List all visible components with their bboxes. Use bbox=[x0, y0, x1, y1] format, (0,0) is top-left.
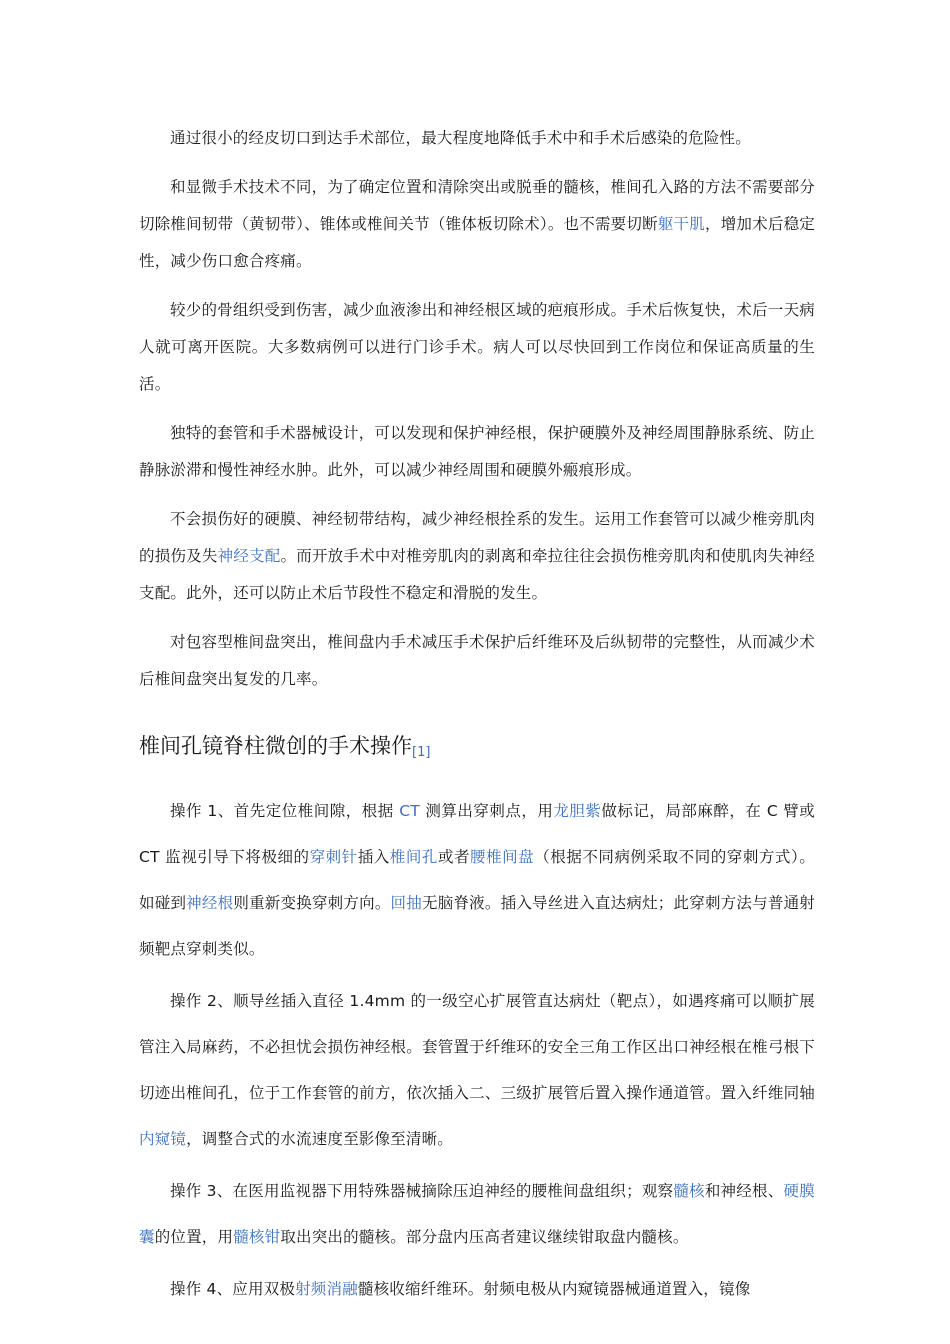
benefits-list bbox=[139, 120, 815, 698]
step-paragraph-3 bbox=[139, 1168, 815, 1260]
term-link[interactable]: 髓核 bbox=[673, 1182, 705, 1200]
paragraph-text: ，调整合式的水流速度至影像至清晰。 bbox=[186, 1130, 454, 1148]
paragraph-5 bbox=[139, 501, 815, 612]
term-link[interactable]: 射频消融 bbox=[295, 1280, 358, 1298]
section-heading bbox=[139, 726, 815, 770]
paragraph-text: 做标记，局部麻醉，在 C 臂或 CT 监视引导下将极细的 bbox=[139, 802, 815, 866]
term-link[interactable]: 神经支配 bbox=[217, 547, 281, 565]
paragraph-text: 取出突出的髓核。部分盘内压高者建议继续钳取盘内髓核。 bbox=[280, 1228, 689, 1246]
term-link[interactable]: 神经根 bbox=[186, 894, 234, 912]
paragraph-text: 插入 bbox=[357, 848, 390, 866]
paragraph-1 bbox=[139, 120, 815, 157]
paragraph-text: 不会损伤好的硬膜、神经韧带结构，减少神经根拴系的发生。运用工作套管可以减少椎旁肌肉的损伤及失 bbox=[139, 510, 815, 565]
term-link[interactable]: 椎间孔 bbox=[389, 848, 438, 866]
term-link[interactable]: 髓核钳 bbox=[233, 1228, 281, 1246]
paragraph-4 bbox=[139, 415, 815, 489]
reference-link[interactable]: [1] bbox=[412, 745, 431, 760]
paragraph-text: （根据不同病例采取不同的穿刺方式）。如碰到 bbox=[139, 848, 815, 912]
paragraph-2 bbox=[139, 169, 815, 280]
paragraph-text: 操作 1、首先定位椎间隙，根据 bbox=[170, 802, 400, 820]
term-link[interactable]: 回抽 bbox=[390, 894, 422, 912]
paragraph-text: 。而开放手术中对椎旁肌肉的剥离和牵拉往往会损伤椎旁肌肉和使肌肉失神经支配。此外，还可以防止术后节段性不稳定和滑脱的发生。 bbox=[139, 547, 815, 602]
paragraph-text: 和显微手术技术不同，为了确定位置和清除突出或脱垂的髓核，椎间孔入路的方法不需要部分切除椎间韧带（黄韧带）、锥体或椎间关节（锥体板切除术）。也不需要切断 bbox=[139, 178, 815, 233]
paragraph-text: 则重新变换穿刺方向。 bbox=[233, 894, 391, 912]
term-link[interactable]: 腰椎间盘 bbox=[470, 848, 535, 866]
step-paragraph-2 bbox=[139, 978, 815, 1162]
step-paragraph-4 bbox=[139, 1266, 815, 1312]
paragraph-text: 较少的骨组织受到伤害，减少血液渗出和神经根区域的疤痕形成。手术后恢复快，术后一天病人就可离开医院。大多数病例可以进行门诊手术。病人可以尽快回到工作岗位和保证高质量的生活。 bbox=[139, 301, 815, 393]
paragraph-text: 测算出穿刺点，用 bbox=[419, 802, 554, 820]
paragraph-text: 操作 3、在医用监视器下用特殊器械摘除压迫神经的腰椎间盘组织；观察 bbox=[170, 1182, 674, 1200]
paragraph-text: 独特的套管和手术器械设计，可以发现和保护神经根，保护硬膜外及神经周围静脉系统、防止静脉淤滞和慢性神经水肿。此外，可以减少神经周围和硬膜外瘢痕形成。 bbox=[139, 424, 815, 479]
paragraph-text: ，增加术后稳定性，减少伤口愈合疼痛。 bbox=[139, 215, 815, 270]
paragraph-text: 和神经根、 bbox=[704, 1182, 784, 1200]
term-link[interactable]: 内窥镜 bbox=[139, 1130, 187, 1148]
paragraph-text: 对包容型椎间盘突出，椎间盘内手术减压手术保护后纤维环及后纵韧带的完整性，从而减少术后椎间盘突出复发的几率。 bbox=[139, 633, 815, 688]
term-link[interactable]: 躯干肌 bbox=[657, 215, 705, 233]
paragraph-text: 无脑脊液。插入导丝进入直达病灶；此穿刺方法与普通射频靶点穿刺类似。 bbox=[139, 894, 815, 958]
paragraph-text: 或者 bbox=[437, 848, 471, 866]
section-title: 椎间孔镜脊柱微创的手术操作 bbox=[139, 734, 412, 758]
paragraph-text: 髓核收缩纤维环。射频电极从内窥镜器械通道置入，镜像 bbox=[357, 1280, 751, 1298]
paragraph-3 bbox=[139, 292, 815, 403]
term-link[interactable]: CT bbox=[399, 802, 420, 820]
paragraph-text: 的位置，用 bbox=[154, 1228, 234, 1246]
paragraph-text: 操作 2、顺导丝插入直径 1.4mm 的一级空心扩展管直达病灶（靶点），如遇疼痛可以顺扩展管注入局麻药，不必担忧会损伤神经根。套管置于纤维环的安全三角工作区出口神经根在椎弓根下切迹出椎间孔，位于工作套管的前方，依次插入二、三级扩展管后置入操作通道管。置入纤维同轴 bbox=[139, 992, 815, 1102]
term-link[interactable]: 龙胆紫 bbox=[553, 802, 602, 820]
term-link[interactable]: 穿刺针 bbox=[309, 848, 358, 866]
paragraph-text: 操作 4、应用双极 bbox=[170, 1280, 296, 1298]
step-paragraph-1 bbox=[139, 788, 815, 972]
procedure-steps bbox=[139, 788, 815, 1312]
paragraph-6 bbox=[139, 624, 815, 698]
term-link[interactable]: 硬膜囊 bbox=[139, 1182, 815, 1246]
article-body bbox=[139, 120, 815, 1318]
paragraph-text: 通过很小的经皮切口到达手术部位，最大程度地降低手术中和手术后感染的危险性。 bbox=[170, 129, 751, 147]
